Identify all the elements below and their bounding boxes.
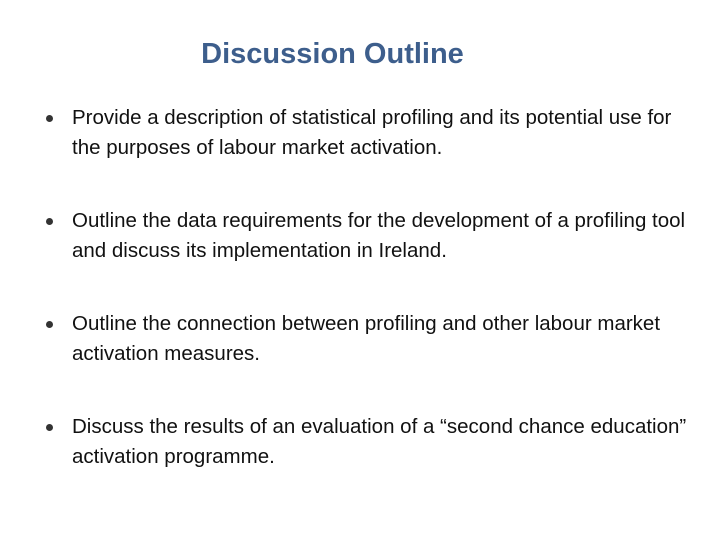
bullet-text: Outline the data requirements for the development of a profiling tool and discuss its implementation in Ireland. xyxy=(72,209,686,262)
slide-title: Discussion Outline xyxy=(201,38,464,70)
bullet-dot-icon xyxy=(46,218,53,225)
bullet-text: Outline the connection between profiling and other labour market activation measures. xyxy=(72,312,661,365)
bullet-list xyxy=(40,103,690,472)
bullet-dot-icon xyxy=(46,424,53,431)
bullet-item-data-requirements xyxy=(40,206,690,266)
bullet-text: Discuss the results of an evaluation of a “second chance education” activation programme. xyxy=(72,415,687,468)
bullet-dot-icon xyxy=(46,115,53,122)
bullet-item-evaluation xyxy=(40,412,690,472)
bullet-dot-icon xyxy=(46,321,53,328)
bullet-text: Provide a description of statistical profiling and its potential use for the purposes of labour market activation. xyxy=(72,106,672,159)
bullet-item-connection xyxy=(40,309,690,369)
bullet-item-description xyxy=(40,103,690,163)
